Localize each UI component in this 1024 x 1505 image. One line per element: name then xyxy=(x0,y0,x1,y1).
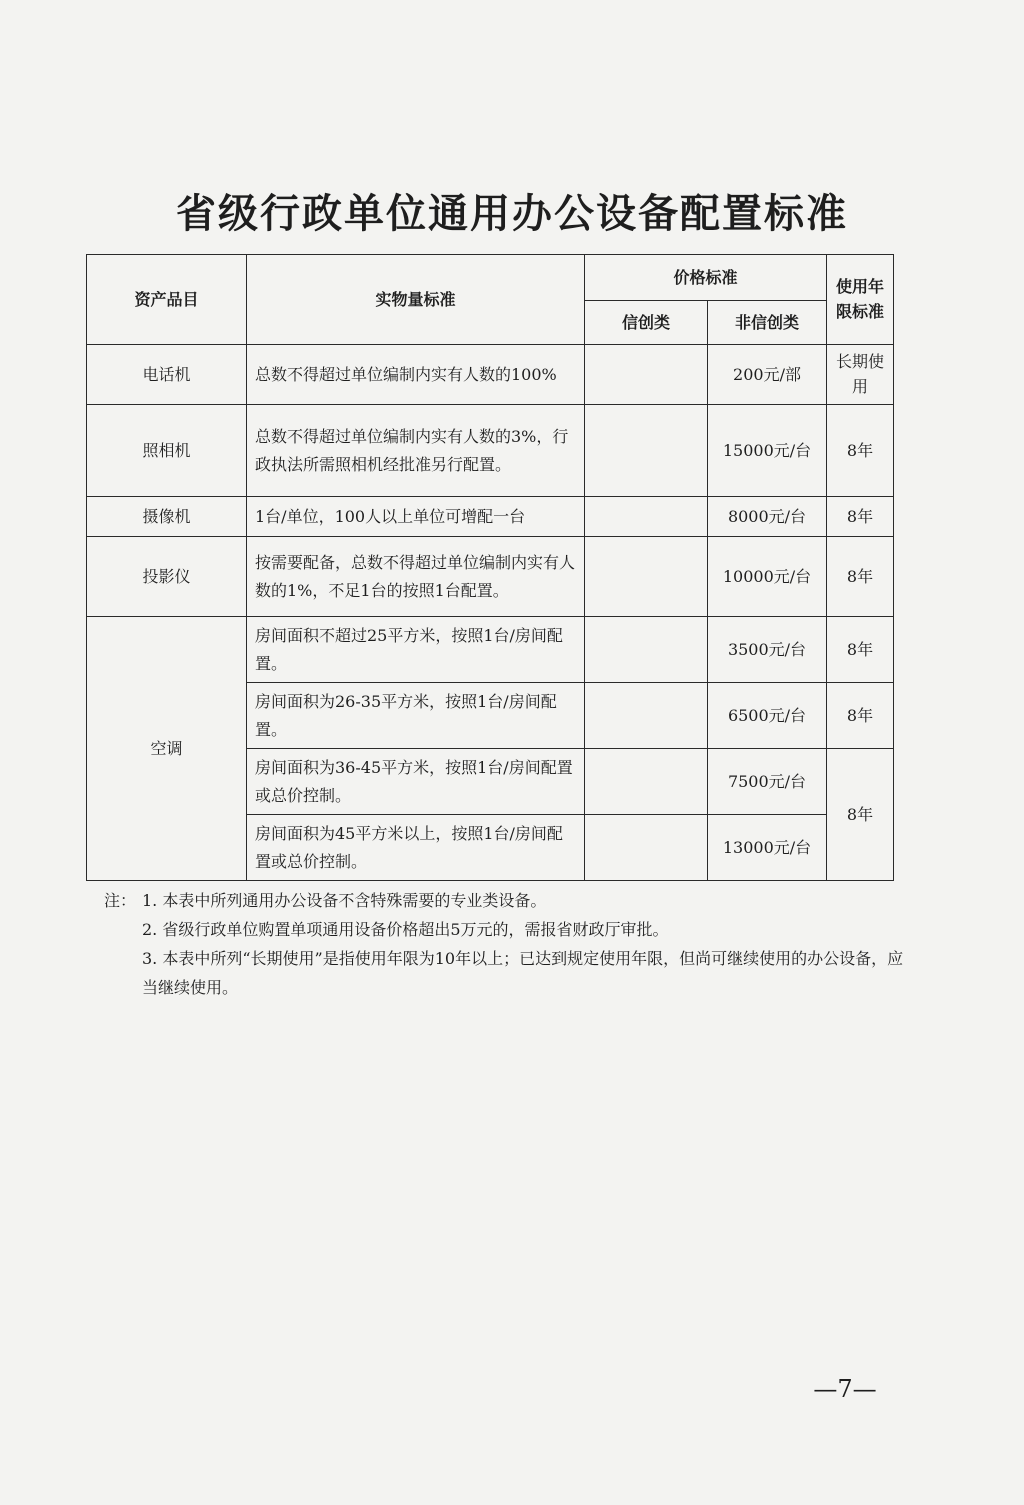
asset-name: 电话机 xyxy=(87,345,247,405)
usage-years: 长期使用 xyxy=(827,345,894,405)
note-text: 2. 省级行政单位购置单项通用设备价格超出5万元的，需报省财政厅审批。 xyxy=(142,920,669,939)
price-xinchuang xyxy=(585,497,708,537)
price-xinchuang xyxy=(585,405,708,497)
price-non-xinchuang: 15000元/台 xyxy=(708,405,827,497)
note-text: 1. 本表中所列通用办公设备不含特殊需要的专业类设备。 xyxy=(142,891,547,910)
quantity-standard: 房间面积为36-45平方米，按照1台/房间配置或总价控制。 xyxy=(247,749,585,815)
equipment-standards-table xyxy=(86,254,894,881)
usage-years: 8年 xyxy=(827,497,894,537)
price-non-xinchuang: 13000元/台 xyxy=(708,815,827,881)
asset-name: 空调 xyxy=(87,617,247,881)
table-row xyxy=(87,617,894,683)
quantity-standard: 总数不得超过单位编制内实有人数的100% xyxy=(247,345,585,405)
table-row xyxy=(87,497,894,537)
header-asset: 资产品目 xyxy=(87,255,247,345)
notes xyxy=(104,886,904,1002)
asset-name: 照相机 xyxy=(87,405,247,497)
page-number: —7— xyxy=(813,1375,877,1403)
header-quantity: 实物量标准 xyxy=(247,255,585,345)
quantity-standard: 按需要配备，总数不得超过单位编制内实有人数的1%，不足1台的按照1台配置。 xyxy=(247,537,585,617)
asset-name: 摄像机 xyxy=(87,497,247,537)
page-title: 省级行政单位通用办公设备配置标准 xyxy=(176,190,848,237)
usage-years: 8年 xyxy=(827,683,894,749)
asset-name: 投影仪 xyxy=(87,537,247,617)
price-xinchuang xyxy=(585,537,708,617)
note-item xyxy=(104,944,904,1002)
quantity-standard: 房间面积为45平方米以上，按照1台/房间配置或总价控制。 xyxy=(247,815,585,881)
usage-years: 8年 xyxy=(827,617,894,683)
price-xinchuang xyxy=(585,815,708,881)
price-non-xinchuang: 8000元/台 xyxy=(708,497,827,537)
table-row xyxy=(87,537,894,617)
header-non-xinchuang: 非信创类 xyxy=(708,301,827,345)
usage-years: 8年 xyxy=(827,749,894,881)
price-non-xinchuang: 3500元/台 xyxy=(708,617,827,683)
table-row xyxy=(87,345,894,405)
header-xinchuang: 信创类 xyxy=(585,301,708,345)
quantity-standard: 总数不得超过单位编制内实有人数的3%，行政执法所需照相机经批准另行配置。 xyxy=(247,405,585,497)
price-xinchuang xyxy=(585,345,708,405)
note-item xyxy=(104,915,904,944)
price-non-xinchuang: 6500元/台 xyxy=(708,683,827,749)
quantity-standard: 房间面积不超过25平方米，按照1台/房间配置。 xyxy=(247,617,585,683)
header-price: 价格标准 xyxy=(585,255,827,301)
notes-label: 注： xyxy=(104,891,137,910)
price-xinchuang xyxy=(585,617,708,683)
usage-years: 8年 xyxy=(827,405,894,497)
quantity-standard: 1台/单位，100人以上单位可增配一台 xyxy=(247,497,585,537)
price-non-xinchuang: 7500元/台 xyxy=(708,749,827,815)
price-xinchuang xyxy=(585,749,708,815)
note-text: 3. 本表中所列“长期使用”是指使用年限为10年以上；已达到规定使用年限，但尚可继续使用的办公设备，应当继续使用。 xyxy=(142,949,904,997)
table-row xyxy=(87,405,894,497)
table-header-row xyxy=(87,255,894,301)
header-years: 使用年限标准 xyxy=(827,255,894,345)
price-non-xinchuang: 200元/部 xyxy=(708,345,827,405)
price-xinchuang xyxy=(585,683,708,749)
price-non-xinchuang: 10000元/台 xyxy=(708,537,827,617)
note-item xyxy=(104,886,904,915)
usage-years: 8年 xyxy=(827,537,894,617)
quantity-standard: 房间面积为26-35平方米，按照1台/房间配置。 xyxy=(247,683,585,749)
